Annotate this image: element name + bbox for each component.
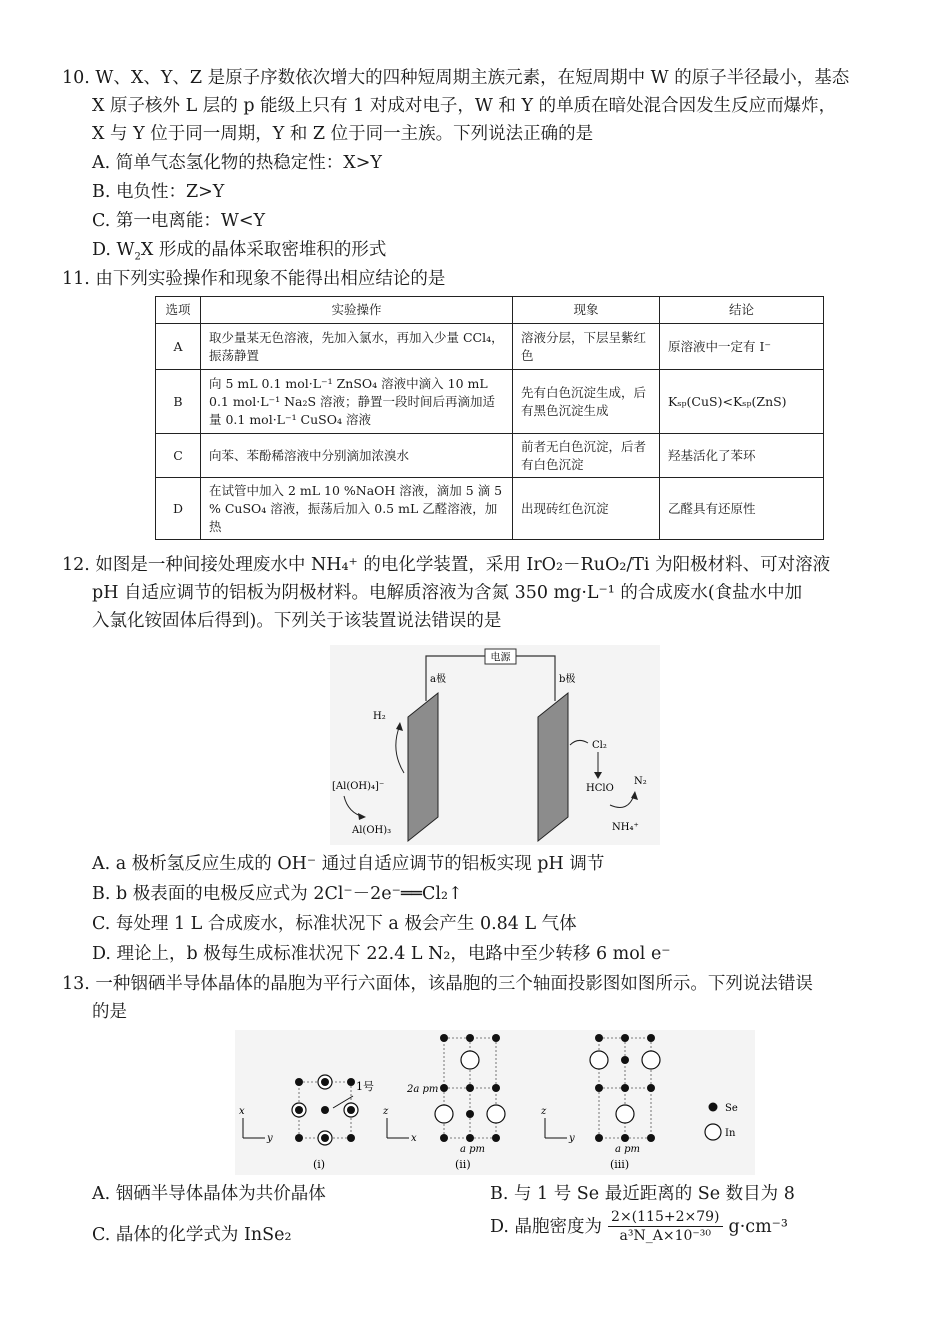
q13-stem-line1: 13. 一种铟硒半导体晶体的晶胞为平行六面体，该晶胞的三个轴面投影图如图所示。下列说法错误	[62, 974, 813, 994]
cell-conclusion: 羟基活化了苯环	[660, 434, 824, 478]
table-row	[156, 434, 824, 478]
q12-option-c: C. 每处理 1 L 合成废水，标准状况下 a 极会产生 0.84 L 气体	[92, 914, 577, 934]
cell-phenomenon: 先有白色沉淀生成，后有黑色沉淀生成	[513, 370, 660, 434]
se-atom	[295, 1078, 303, 1086]
caption-ii: (ⅱ)	[455, 1158, 471, 1171]
th-phenomenon: 现象	[513, 297, 660, 324]
legend-in-marker	[705, 1124, 721, 1140]
q12-option-a: A. a 极析氢反应生成的 OH⁻ 通过自适应调节的铝板实现 pH 调节	[92, 854, 605, 874]
aloh4-label: [Al(OH)₄]⁻	[332, 781, 385, 792]
q13-option-b: B. 与 1 号 Se 最近距离的 Se 数目为 8	[490, 1184, 795, 1204]
se-atom	[295, 1134, 303, 1142]
legend-in-label: In	[725, 1128, 736, 1139]
se-atom	[295, 1106, 303, 1114]
cell-operation: 向苯、苯酚稀溶液中分别滴加浓溴水	[201, 434, 513, 478]
se-atom	[595, 1134, 603, 1142]
legend-se-marker	[709, 1103, 718, 1112]
fraction-denominator: a³N_A×10⁻³⁰	[619, 1228, 712, 1244]
diagram-background	[330, 645, 660, 845]
question-13	[62, 970, 892, 1026]
cl2-label: Cl₂	[592, 740, 607, 751]
se-atom	[440, 1034, 448, 1042]
se-atom	[321, 1106, 329, 1114]
electrode-b-plate	[538, 693, 568, 841]
se-atom	[621, 1084, 629, 1092]
se-atom	[466, 1034, 474, 1042]
axis-z-label: z	[383, 1106, 389, 1117]
th-conclusion: 结论	[660, 297, 824, 324]
q13-d-prefix: D. 晶胞密度为	[490, 1216, 603, 1237]
q12-stem-line2: pH 自适应调节的铝板为阴极材料。电解质溶液为含氮 350 mg·L⁻¹ 的合成废水(食盐水中加	[92, 583, 803, 603]
se-atom	[347, 1106, 355, 1114]
table-row	[156, 478, 824, 540]
se-atom	[492, 1084, 500, 1092]
se-atom	[466, 1110, 474, 1118]
q11-stem: 11. 由下列实验操作和现象不能得出相应结论的是	[62, 269, 446, 289]
h2-label: H₂	[373, 711, 386, 722]
electrode-a-plate	[408, 693, 438, 841]
q10-option-a: A. 简单气态氢化物的热稳定性：X>Y	[92, 153, 382, 173]
cell-operation: 向 5 mL 0.1 mol·L⁻¹ ZnSO₄ 溶液中滴入 10 mL 0.1 mol·L⁻¹ Na₂S 溶液；静置一段时间后再滴加适量 0.1 mol·L⁻¹ CuSO₄ 溶液	[201, 370, 513, 434]
cell-conclusion: 原溶液中一定有 I⁻	[660, 324, 824, 370]
q10-option-b: B. 电负性：Z>Y	[92, 182, 225, 202]
cell-option: A	[156, 324, 201, 370]
table-row	[156, 370, 824, 434]
q10-stem-line2: X 原子核外 L 层的 p 能级上只有 1 对成对电子，W 和 Y 的单质在暗处混合因发生反应而爆炸，	[92, 96, 837, 116]
se-atom	[647, 1084, 655, 1092]
question-10	[62, 64, 892, 148]
electrode-b-label: b极	[559, 674, 576, 685]
cell-conclusion: Kₛₚ(CuS)<Kₛₚ(ZnS)	[660, 370, 824, 434]
electrolysis-diagram	[330, 645, 660, 845]
cell-option: C	[156, 434, 201, 478]
se-atom	[595, 1084, 603, 1092]
se-atom	[647, 1034, 655, 1042]
axis-x-label: x	[239, 1106, 245, 1117]
se-atom	[492, 1134, 500, 1142]
axis-z-label: z	[541, 1106, 547, 1117]
se-atom	[621, 1034, 629, 1042]
axis-x-label: x	[411, 1133, 417, 1144]
cell-option: D	[156, 478, 201, 540]
in-atom	[487, 1105, 505, 1123]
q13-option-a: A. 铟硒半导体晶体为共价晶体	[92, 1184, 326, 1204]
q11-table	[155, 296, 824, 540]
nh4-label: NH₄⁺	[612, 822, 639, 833]
q12-option-d: D. 理论上，b 极每生成标准状况下 22.4 L N₂，电路中至少转移 6 mol e⁻	[92, 944, 671, 964]
density-fraction	[608, 1208, 722, 1245]
hclo-label: HClO	[586, 783, 614, 794]
q10-stem-line1: 10. W、X、Y、Z 是原子序数依次增大的四种短周期主族元素，在短周期中 W 的原子半径最小，基态	[62, 68, 850, 88]
question-12	[62, 551, 892, 635]
power-label: 电源	[490, 652, 511, 664]
se-atom	[466, 1134, 474, 1142]
axis-y-label: y	[267, 1133, 273, 1144]
se-atom	[440, 1134, 448, 1142]
in-atom	[590, 1051, 608, 1069]
se-atom	[492, 1034, 500, 1042]
in-atom	[616, 1105, 634, 1123]
table-row	[156, 324, 824, 370]
cell-phenomenon: 溶液分层，下层呈紫红色	[513, 324, 660, 370]
th-operation: 实验操作	[201, 297, 513, 324]
q10-option-d: D. $W_2X$ 形成的晶体采取密堆积的形式	[92, 240, 387, 263]
q13-option-d	[490, 1208, 788, 1245]
diagram-background	[235, 1030, 755, 1175]
cell-conclusion: 乙醛具有还原性	[660, 478, 824, 540]
cell-operation: 在试管中加入 2 mL 10 %NaOH 溶液，滴加 5 滴 5 % CuSO₄ 溶液，振荡后加入 0.5 mL 乙醛溶液，加热	[201, 478, 513, 540]
q13-d-unit: g·cm⁻³	[728, 1216, 788, 1237]
q12-option-b: B. b 极表面的电极反应式为 2Cl⁻－2e⁻══Cl₂↑	[92, 884, 463, 904]
q10-stem-line3: X 与 Y 位于同一周期，Y 和 Z 位于同一主族。下列说法正确的是	[92, 124, 594, 144]
in-atom	[435, 1105, 453, 1123]
crystal-projection-diagram	[235, 1030, 755, 1175]
se-atom	[347, 1078, 355, 1086]
in-atom	[461, 1051, 479, 1069]
se-atom	[595, 1034, 603, 1042]
q13-option-c: C. 晶体的化学式为 InSe₂	[92, 1225, 292, 1245]
label-1: 1号	[356, 1080, 374, 1093]
axis-y-label: y	[569, 1133, 575, 1144]
se-atom	[621, 1134, 629, 1142]
caption-iii: (ⅲ)	[610, 1158, 630, 1171]
cell-phenomenon: 前者无白色沉淀，后者有白色沉淀	[513, 434, 660, 478]
dim-a-label-iii: a pm	[615, 1144, 641, 1155]
q12-stem-line3: 入氯化铵固体后得到)。下列关于该装置说法错误的是	[92, 611, 502, 631]
se-atom	[466, 1084, 474, 1092]
dim-2a-label: 2a pm	[407, 1084, 439, 1095]
question-11	[62, 265, 892, 293]
aloh3-label: Al(OH)₃	[352, 825, 392, 836]
se-atom	[347, 1134, 355, 1142]
cell-operation: 取少量某无色溶液，先加入氯水，再加入少量 CCl₄，振荡静置	[201, 324, 513, 370]
legend-se-label: Se	[725, 1103, 738, 1114]
q12-stem-line1: 12. 如图是一种间接处理废水中 NH₄⁺ 的电化学装置，采用 IrO₂－RuO₂/Ti 为阳极材料、可对溶液	[62, 555, 831, 575]
q13-stem-line2: 的是	[92, 1002, 127, 1022]
q10-option-c: C. 第一电离能：W<Y	[92, 211, 266, 231]
th-option: 选项	[156, 297, 201, 324]
se-atom	[440, 1084, 448, 1092]
se-atom	[647, 1134, 655, 1142]
se-atom	[621, 1056, 629, 1064]
caption-i: (ⅰ)	[313, 1158, 326, 1171]
electrode-a-label: a极	[430, 674, 446, 685]
cell-phenomenon: 出现砖红色沉淀	[513, 478, 660, 540]
se-atom	[321, 1134, 329, 1142]
n2-label: N₂	[634, 776, 647, 787]
fraction-numerator: 2×(115+2×79)	[608, 1208, 722, 1227]
dim-a-label-ii: a pm	[460, 1144, 486, 1155]
se-atom	[321, 1078, 329, 1086]
in-atom	[642, 1051, 660, 1069]
cell-option: B	[156, 370, 201, 434]
